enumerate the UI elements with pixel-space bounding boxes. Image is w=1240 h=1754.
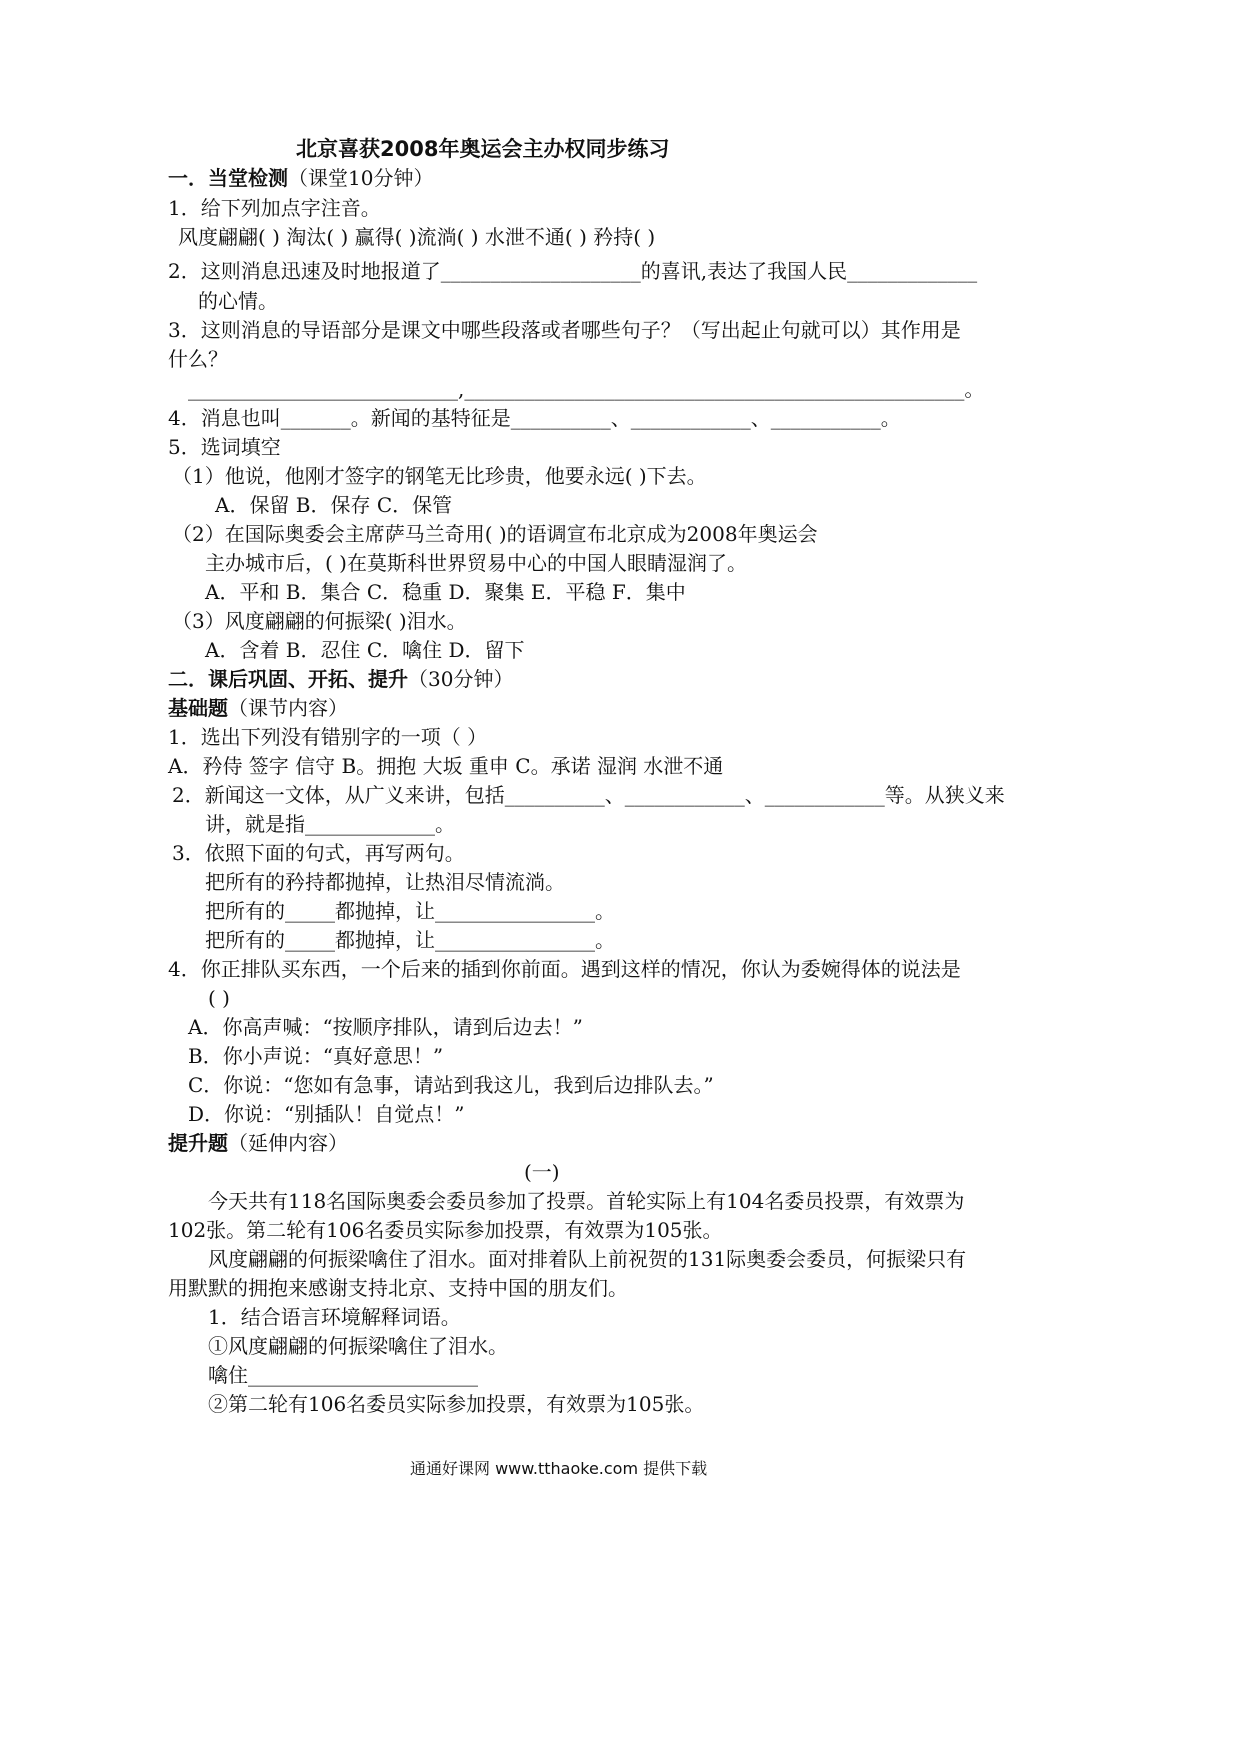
basic-question-2-line-2: 讲，就是指_____________。	[205, 812, 455, 836]
question-1: 1．给下列加点字注音。	[168, 196, 381, 220]
basic-question-4-option-a: A．你高声喊：“按顺序排队，请到后边去！”	[188, 1015, 583, 1039]
basic-question-4-option-c: C．你说：“您如有急事，请站到我这儿，我到后边排队去。”	[188, 1073, 714, 1097]
question-5-3: （3）风度翩翩的何振梁( )泪水。	[172, 609, 467, 633]
question-3-line-1: 3．这则消息的导语部分是课文中哪些段落或者哪些句子？（写出起止句就可以）其作用是	[168, 318, 961, 342]
advanced-heading-line	[168, 1128, 348, 1158]
basic-question-1-options: A．矜侍 签字 信守 B。拥抱 大坂 重申 C。承诺 湿润 水泄不通	[168, 754, 724, 778]
question-4: 4．消息也叫_______。新闻的基特征是__________、____________、___________。	[168, 406, 901, 430]
basic-question-4-line-2: ( )	[208, 986, 230, 1010]
section2-heading: 二．课后巩固、开拓、提升	[168, 667, 408, 691]
section1-heading-line	[168, 163, 433, 193]
advanced-question-1-item-2: ②第二轮有106名委员实际参加投票，有效票为105张。	[208, 1392, 705, 1416]
question-5-1-options: A．保留 B．保存 C．保管	[215, 493, 453, 517]
advanced-heading: 提升题	[168, 1131, 228, 1155]
section1-heading: 一．当堂检测	[168, 166, 288, 190]
passage-paragraph-2-line-2: 用默默的拥抱来感谢支持北京、支持中国的朋友们。	[168, 1276, 628, 1300]
advanced-question-1: 1．结合语言环境解释词语。	[208, 1305, 461, 1329]
basic-question-3-blank-1: 把所有的_____都抛掉，让________________。	[205, 899, 615, 923]
basic-question-4-line-1: 4．你正排队买东西，一个后来的插到你前面。遇到这样的情况，你认为委婉得体的说法是	[168, 957, 961, 981]
basic-question-3-example: 把所有的矜持都抛掉，让热泪尽情流淌。	[205, 870, 565, 894]
question-2-line-1: 2．这则消息迅速及时地报道了____________________的喜讯,表达了我国人民_____________	[168, 259, 978, 283]
basic-question-1: 1．选出下列没有错别字的一项（ ）	[168, 725, 488, 749]
basic-question-2-line-1: 2．新闻这一文体，从广义来讲，包括__________、____________、____________等。从狭义来	[172, 783, 1005, 807]
passage-paragraph-1-line-1: 今天共有118名国际奥委会委员参加了投票。首轮实际上有104名委员投票，有效票为	[208, 1189, 965, 1213]
question-5-3-options: A．含着 B．忍住 C．噙住 D．留下	[205, 638, 525, 662]
advanced-question-1-item-1-answer: 噙住_______________________	[208, 1363, 478, 1387]
page-title: 北京喜获2008年奥运会主办权同步练习	[296, 137, 670, 161]
basic-question-3: 3．依照下面的句式，再写两句。	[172, 841, 465, 865]
passage-paragraph-2-line-1: 风度翩翩的何振梁噙住了泪水。面对排着队上前祝贺的131际奥委会委员，何振梁只有	[208, 1247, 967, 1271]
question-3-line-2: 什么？	[168, 347, 228, 371]
basic-question-3-blank-2: 把所有的_____都抛掉，让________________。	[205, 928, 615, 952]
question-5-2-line-2: 主办城市后，( )在莫斯科世界贸易中心的中国人眼睛湿润了。	[205, 551, 747, 575]
basic-question-4-option-d: D．你说：“别插队！自觉点！”	[188, 1102, 465, 1126]
question-5-2-line-1: （2）在国际奥委会主席萨马兰奇用( )的语调宣布北京成为2008年奥运会	[172, 522, 818, 546]
section1-note: （课堂10分钟）	[288, 166, 434, 190]
basic-question-4-option-b: B．你小声说：“真好意思！”	[188, 1044, 444, 1068]
question-5: 5．选词填空	[168, 435, 281, 459]
page-footer: 通通好课网 www.tthaoke.com 提供下载	[410, 1459, 708, 1478]
section2-heading-line	[168, 664, 513, 694]
question-2-line-2: 的心情。	[198, 289, 278, 313]
question-5-1: （1）他说，他刚才签字的钢笔无比珍贵，他要永远( )下去。	[172, 464, 707, 488]
advanced-note: （延伸内容）	[228, 1131, 348, 1155]
passage-part-label: (一)	[524, 1160, 560, 1184]
basic-heading: 基础题	[168, 696, 228, 720]
question-1-words: 风度翩翩( ) 淘汰( ) 赢得( )流淌( ) 水泄不通( ) 矜持( )	[178, 225, 656, 249]
advanced-question-1-item-1: ①风度翩翩的何振梁噙住了泪水。	[208, 1334, 508, 1358]
passage-paragraph-1-line-2: 102张。第二轮有106名委员实际参加投票，有效票为105张。	[168, 1218, 723, 1242]
basic-heading-line	[168, 693, 348, 723]
question-3-answer-blank: ___________________________,__________________________________________________。	[188, 377, 985, 401]
section2-note: （30分钟）	[408, 667, 514, 691]
basic-note: （课节内容）	[228, 696, 348, 720]
question-5-2-options: A．平和 B．集合 C．稳重 D．聚集 E．平稳 F．集中	[205, 580, 686, 604]
